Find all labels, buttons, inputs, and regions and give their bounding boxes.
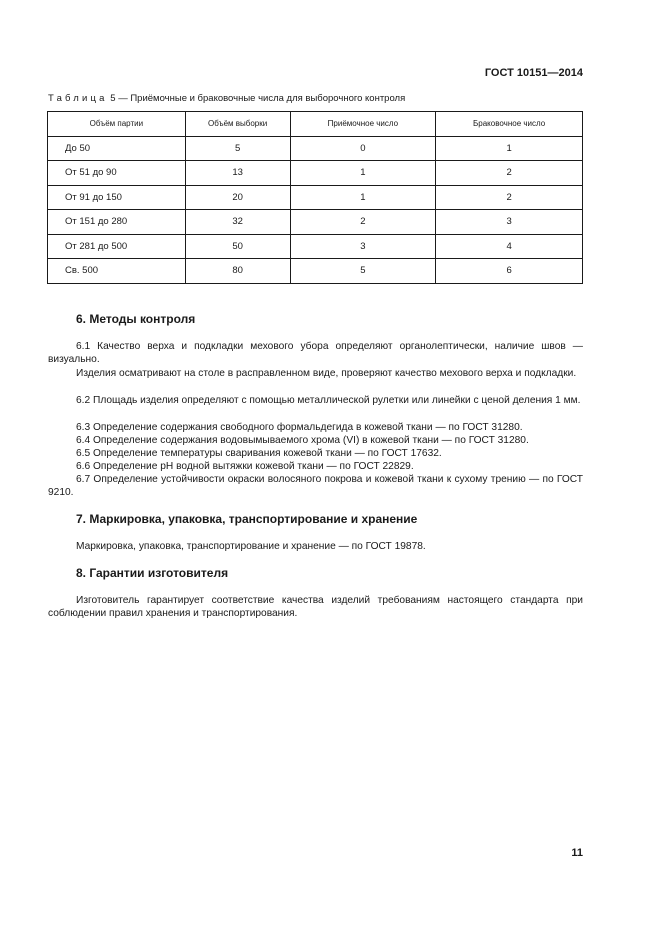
paragraph-6-6: 6.6 Определение pH водной вытяжки кожевой ткани — по ГОСТ 22829. [76,461,414,472]
table-caption-text: 5 — Приёмочные и браковочные числа для выборочного контроля [107,93,406,104]
cell-rejection-number: 1 [436,136,583,161]
cell-rejection-number: 2 [436,185,583,210]
section-6-heading: 6. Методы контроля [76,312,196,326]
paragraph-8: Изготовитель гарантирует соответствие качества изделий требованиям настоящего стандарта при соблюдении правил хранения и транспортирования. [48,595,583,620]
acceptance-numbers-table [47,111,583,284]
paragraph-6-1: 6.1 Качество верха и подкладки мехового убора определяют органолептически, наличие швов — визуально. [48,341,583,366]
cell-lot-size: От 281 до 500 [48,234,186,259]
document-code: ГОСТ 10151—2014 [484,67,583,79]
table-row [48,210,583,235]
cell-sample-size: 50 [185,234,290,259]
cell-lot-size: От 151 до 280 [48,210,186,235]
cell-rejection-number: 4 [436,234,583,259]
cell-lot-size: Св. 500 [48,259,186,284]
header-sample-size: Объём выборки [185,112,290,137]
table-caption [48,93,405,104]
paragraph-6-7: 6.7 Определение устойчивости окраски волосяного покрова и кожевой ткани к сухому трению — по ГОСТ 9210. [48,474,583,499]
cell-acceptance-number: 1 [290,161,436,186]
cell-acceptance-number: 0 [290,136,436,161]
section-7-heading: 7. Маркировка, упаковка, транспортирование и хранение [76,512,418,526]
paragraph-7: Маркировка, упаковка, транспортирование и хранение — по ГОСТ 19878. [76,541,426,552]
paragraph-6-4: 6.4 Определение содержания водовымываемого хрома (VI) в кожевой ткани — по ГОСТ 31280. [76,435,529,446]
cell-sample-size: 20 [185,185,290,210]
cell-sample-size: 5 [185,136,290,161]
paragraph-6-5: 6.5 Определение температуры сваривания кожевой ткани — по ГОСТ 17632. [76,448,442,459]
header-acceptance-number: Приёмочное число [290,112,436,137]
paragraph-6-2: 6.2 Площадь изделия определяют с помощью металлической рулетки или линейки с ценой деления 1 мм. [76,395,581,406]
cell-rejection-number: 6 [436,259,583,284]
table-row [48,161,583,186]
cell-lot-size: От 51 до 90 [48,161,186,186]
table-row [48,185,583,210]
cell-acceptance-number: 3 [290,234,436,259]
cell-rejection-number: 3 [436,210,583,235]
cell-acceptance-number: 5 [290,259,436,284]
cell-sample-size: 32 [185,210,290,235]
table-caption-prefix: Таблица [48,93,108,104]
cell-lot-size: До 50 [48,136,186,161]
cell-sample-size: 13 [185,161,290,186]
table-row [48,136,583,161]
table-row [48,234,583,259]
cell-lot-size: От 91 до 150 [48,185,186,210]
table-header-row [48,112,583,137]
table-row [48,259,583,284]
header-lot-size: Объём партии [48,112,186,137]
cell-rejection-number: 2 [436,161,583,186]
cell-sample-size: 80 [185,259,290,284]
cell-acceptance-number: 2 [290,210,436,235]
page-number: 11 [571,847,583,859]
paragraph-6-3: 6.3 Определение содержания свободного формальдегида в кожевой ткани — по ГОСТ 31280. [76,422,523,433]
section-8-heading: 8. Гарантии изготовителя [76,566,229,580]
cell-acceptance-number: 1 [290,185,436,210]
paragraph-6-1-inspection: Изделия осматривают на столе в расправленном виде, проверяют качество мехового верха и подкладки. [76,368,577,379]
header-rejection-number: Браковочное число [436,112,583,137]
